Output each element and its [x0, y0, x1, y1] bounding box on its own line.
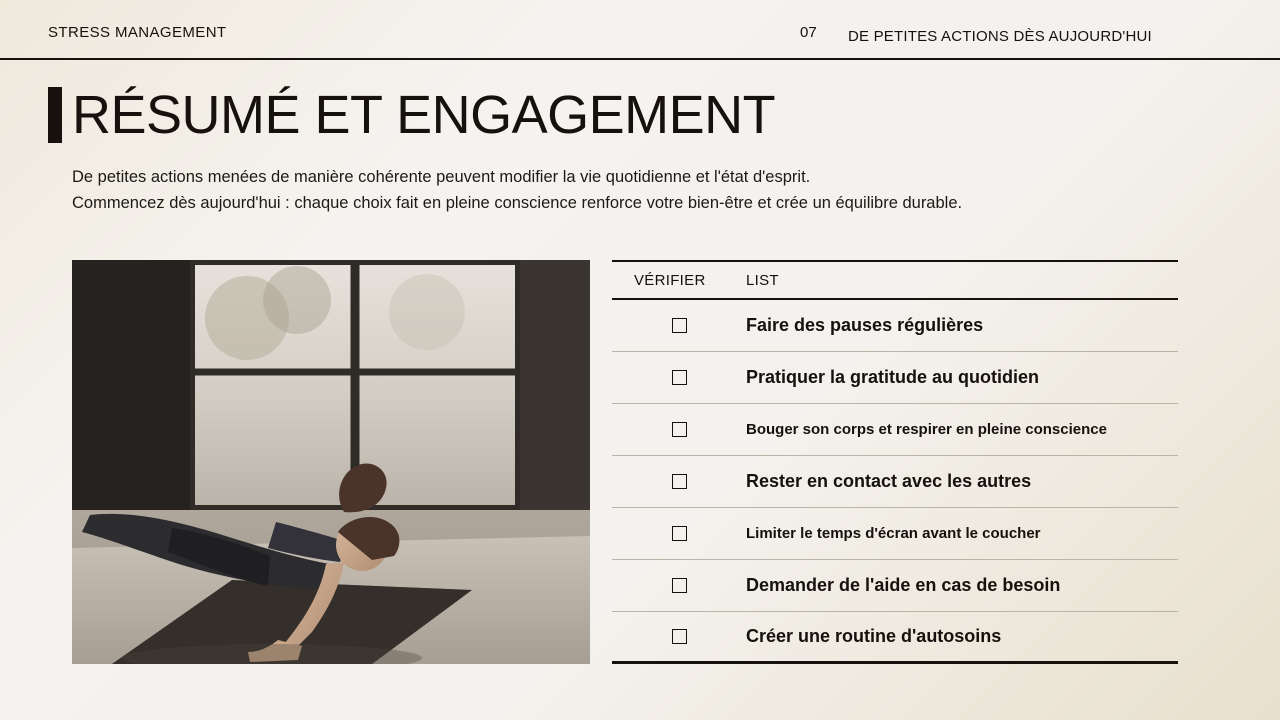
- checkbox-icon[interactable]: [672, 422, 687, 437]
- table-row[interactable]: [612, 456, 1178, 508]
- checkbox-icon[interactable]: [672, 318, 687, 333]
- checklist-checkbox-cell[interactable]: [612, 526, 746, 541]
- header-page-number: 07: [800, 24, 817, 41]
- checklist-table: [612, 260, 1178, 664]
- checklist-item-label: Pratiquer la gratitude au quotidien: [746, 367, 1040, 387]
- table-row[interactable]: [612, 612, 1178, 664]
- intro-line-2: Commencez dès aujourd'hui : chaque choix fait en pleine conscience renforce votre bien-être et crée un équilibre durable.: [72, 194, 963, 212]
- intro-line-1: De petites actions menées de manière cohérente peuvent modifier la vie quotidienne et l'état d'esprit.: [72, 168, 811, 186]
- photo-plank-exercise: [72, 260, 590, 664]
- checklist-item-label: Demander de l'aide en cas de besoin: [746, 575, 1061, 595]
- title-text: RÉSUMÉ ET ENGAGEMENT: [72, 85, 776, 145]
- checklist-header-list: LIST: [746, 271, 779, 289]
- checklist-checkbox-cell[interactable]: [612, 578, 746, 593]
- page-title: [48, 86, 775, 144]
- title-accent-bar: [48, 87, 62, 143]
- header-section-label: STRESS MANAGEMENT: [48, 24, 227, 41]
- table-row[interactable]: [612, 300, 1178, 352]
- table-row[interactable]: [612, 352, 1178, 404]
- table-row[interactable]: [612, 508, 1178, 560]
- checkbox-icon[interactable]: [672, 474, 687, 489]
- checkbox-icon[interactable]: [672, 578, 687, 593]
- checklist-checkbox-cell[interactable]: [612, 370, 746, 385]
- checklist-header-row: [612, 260, 1178, 300]
- table-row[interactable]: [612, 560, 1178, 612]
- checklist-item-label: Créer une routine d'autosoins: [746, 626, 1002, 646]
- checkbox-icon[interactable]: [672, 370, 687, 385]
- intro-paragraph: [72, 164, 1152, 216]
- checklist-item-label: Limiter le temps d'écran avant le coucher: [746, 525, 1041, 542]
- checkbox-icon[interactable]: [672, 526, 687, 541]
- checklist-header-verify: VÉRIFIER: [634, 271, 706, 289]
- checklist-checkbox-cell[interactable]: [612, 474, 746, 489]
- checklist-item-label: Faire des pauses régulières: [746, 315, 984, 335]
- photo-illustration: [72, 260, 590, 664]
- checklist-checkbox-cell[interactable]: [612, 422, 746, 437]
- checklist-checkbox-cell[interactable]: [612, 629, 746, 644]
- table-row[interactable]: [612, 404, 1178, 456]
- checklist-item-label: Rester en contact avec les autres: [746, 471, 1032, 491]
- slide-header: [0, 0, 1280, 60]
- checklist-checkbox-cell[interactable]: [612, 318, 746, 333]
- checklist-item-label: Bouger son corps et respirer en pleine conscience: [746, 421, 1107, 438]
- checkbox-icon[interactable]: [672, 629, 687, 644]
- header-topic-label: DE PETITES ACTIONS DÈS AUJOURD'HUI: [848, 28, 1152, 45]
